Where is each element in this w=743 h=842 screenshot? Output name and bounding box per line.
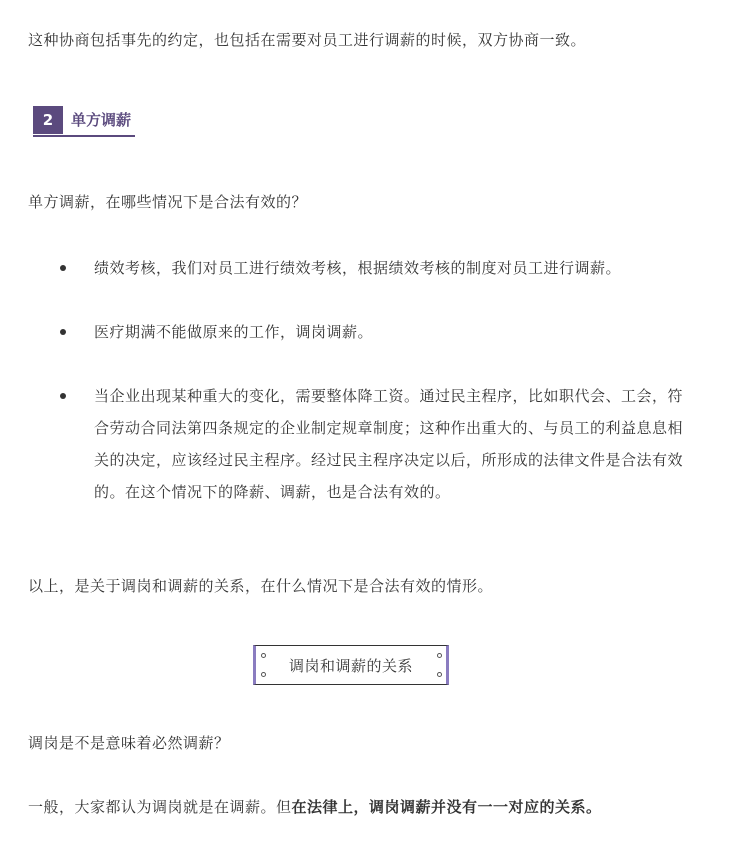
bullet-dot-icon bbox=[60, 393, 66, 399]
answer-text: 一般，大家都认为调岗就是在调薪。但 bbox=[28, 798, 292, 816]
list-item-text: 当企业出现某种重大的变化，需要整体降工资。通过民主程序，比如职代会、工会，符合劳动合同法第四条规定的企业制定规章制度；这种作出重大的、与员工的利益息息相关的决定，应该经过民主程序。经过民主程序决定以后，所形成的法律文件是合法有效的。在这个情况下的降薪、调薪，也是合法有效的。 bbox=[94, 387, 684, 501]
section-title: 单方调薪 bbox=[71, 111, 132, 129]
ring-decoration-icon bbox=[260, 653, 266, 677]
intro-paragraph: 这种协商包括事先的约定，也包括在需要对员工进行调薪的时候，双方协商一致。 bbox=[28, 31, 587, 49]
answer-emphasis: 在法律上，调岗调薪并没有一一对应的关系。 bbox=[291, 798, 602, 816]
list-item-text: 绩效考核，我们对员工进行绩效考核，根据绩效考核的制度对员工进行调薪。 bbox=[94, 259, 622, 277]
ring-decoration-icon bbox=[436, 653, 442, 677]
answer-paragraph bbox=[28, 795, 718, 819]
question-paragraph-2: 调岗是不是意味着必然调薪？ bbox=[28, 734, 230, 752]
bullet-dot-icon bbox=[60, 265, 66, 271]
list-item bbox=[94, 380, 684, 508]
summary-paragraph: 以上，是关于调岗和调薪的关系，在什么情况下是合法有效的情形。 bbox=[28, 577, 494, 595]
list-item bbox=[94, 316, 684, 348]
section-number-badge: 2 bbox=[33, 106, 63, 134]
subheading-tag-label: 调岗和调薪的关系 bbox=[288, 656, 413, 675]
section-heading bbox=[33, 105, 135, 137]
list-item bbox=[94, 252, 684, 284]
bullet-dot-icon bbox=[60, 329, 66, 335]
list-item-text: 医疗期满不能做原来的工作，调岗调薪。 bbox=[94, 323, 374, 341]
question-paragraph: 单方调薪，在哪些情况下是合法有效的？ bbox=[28, 193, 308, 211]
subheading-tag bbox=[253, 645, 449, 685]
